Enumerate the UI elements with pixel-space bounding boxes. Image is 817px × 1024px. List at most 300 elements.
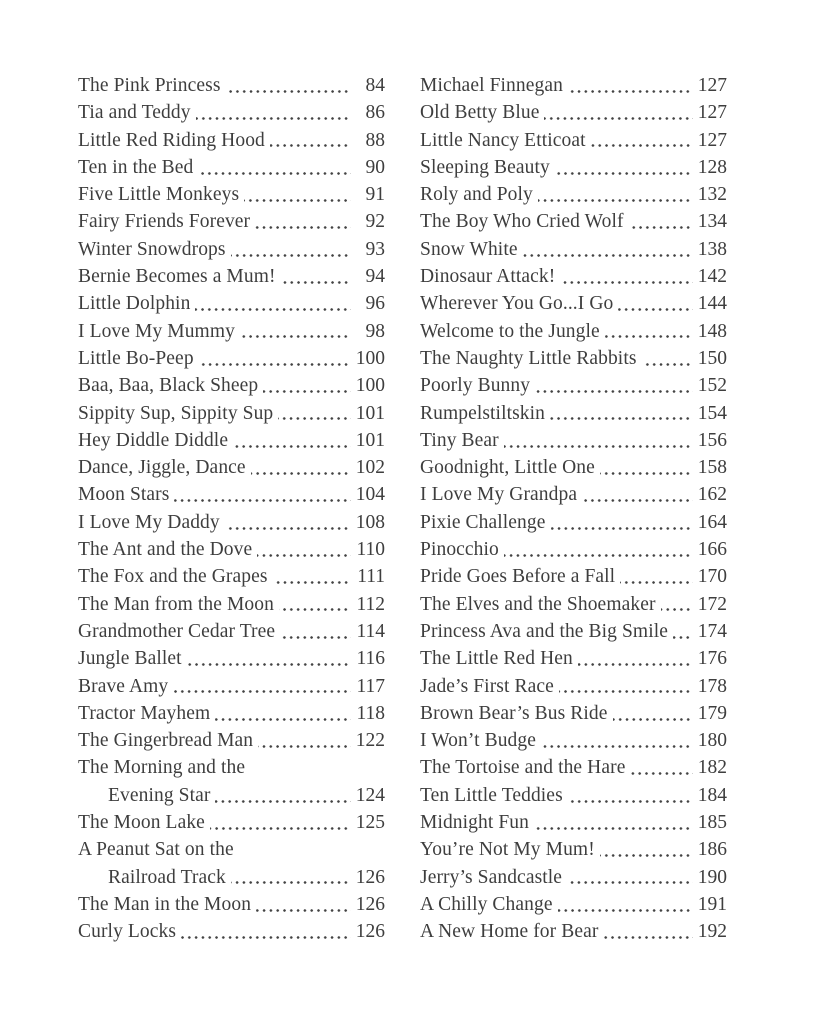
toc-entry-line <box>78 618 385 645</box>
toc-entry <box>78 563 385 590</box>
toc-entry-title: Pride Goes Before a Fall <box>420 566 616 588</box>
dot-leader <box>504 554 693 557</box>
toc-entry-line <box>420 127 727 154</box>
toc-entry <box>420 673 727 700</box>
toc-entry <box>420 836 727 863</box>
toc-entry-line-continued <box>78 864 385 891</box>
dot-leader <box>600 472 693 475</box>
toc-entry <box>78 809 385 836</box>
toc-entry-title: Baa, Baa, Black Sheep <box>78 375 259 397</box>
dot-leader <box>187 663 351 666</box>
toc-entry-line <box>420 754 727 781</box>
toc-entry-page-number: 91 <box>365 184 385 206</box>
dot-leader <box>240 335 351 338</box>
toc-entry <box>78 591 385 618</box>
toc-entry <box>420 236 727 263</box>
toc-entry-line <box>420 645 727 672</box>
toc-entry-title: I Love My Mummy <box>78 320 235 342</box>
toc-entry-title: Little Dolphin <box>78 293 191 315</box>
toc-entry-title: The Gingerbread Man <box>78 730 254 752</box>
toc-entry-page-number: 92 <box>365 211 385 233</box>
toc-entry-line <box>78 345 385 372</box>
toc-entry-page-number: 152 <box>697 375 727 397</box>
dot-leader <box>231 881 351 884</box>
toc-entry <box>78 673 385 700</box>
toc-entry-page-number: 126 <box>355 921 385 943</box>
toc-entry <box>420 290 727 317</box>
dot-leader <box>210 827 351 830</box>
dot-leader <box>233 445 351 448</box>
toc-entry-title: The Boy Who Cried Wolf <box>420 211 624 233</box>
toc-entry-page-number: 178 <box>697 675 727 697</box>
toc-entry <box>78 427 385 454</box>
toc-entry-page-number: 150 <box>697 347 727 369</box>
dot-leader <box>270 144 351 147</box>
toc-entry-title: Wherever You Go...I Go <box>420 293 614 315</box>
toc-entry-line <box>78 836 385 863</box>
toc-entry-page-number: 93 <box>365 238 385 260</box>
dot-leader <box>555 172 693 175</box>
toc-entry <box>78 127 385 154</box>
dot-leader <box>255 226 351 229</box>
toc-entry-title: Brave Amy <box>78 675 169 697</box>
dot-leader <box>600 854 693 857</box>
dot-leader <box>523 254 693 257</box>
toc-entry-page-number: 90 <box>365 156 385 178</box>
toc-entry-page-number: 88 <box>365 129 385 151</box>
toc-entry-line <box>78 727 385 754</box>
toc-entry-line <box>78 427 385 454</box>
toc-entry <box>78 536 385 563</box>
toc-entry-page-number: 96 <box>365 293 385 315</box>
toc-entry-page-number: 174 <box>697 620 727 642</box>
dot-leader <box>538 199 693 202</box>
dot-leader <box>258 745 351 748</box>
dot-leader <box>251 472 351 475</box>
toc-entry <box>78 345 385 372</box>
toc-entry <box>420 618 727 645</box>
toc-entry-line <box>78 318 385 345</box>
toc-entry <box>420 181 727 208</box>
dot-leader <box>257 554 351 557</box>
toc-entry-title-continued: Evening Star <box>108 784 211 806</box>
dot-leader <box>620 581 693 584</box>
toc-entry <box>420 372 727 399</box>
toc-entry-title: Goodnight, Little One <box>420 457 595 479</box>
toc-entry-page-number: 100 <box>355 375 385 397</box>
toc-entry-title: Welcome to the Jungle <box>420 320 600 342</box>
toc-entry-page-number: 134 <box>697 211 727 233</box>
toc-entry-page-number: 118 <box>356 702 385 724</box>
toc-entry-title: The Elves and the Shoemaker <box>420 593 656 615</box>
dot-leader <box>278 417 351 420</box>
toc-entry-page-number: 126 <box>355 866 385 888</box>
toc-entry-title: I Love My Grandpa <box>420 484 578 506</box>
dot-leader <box>568 90 693 93</box>
toc-entry <box>420 782 727 809</box>
dot-leader <box>280 636 351 639</box>
toc-entry <box>420 345 727 372</box>
toc-entry-line <box>78 509 385 536</box>
toc-entry-page-number: 127 <box>697 75 727 96</box>
toc-entry <box>78 318 385 345</box>
toc-entry-title: Roly and Poly <box>420 184 533 206</box>
dot-leader <box>215 800 351 803</box>
toc-entry-page-number: 94 <box>365 266 385 288</box>
toc-entry-line <box>420 454 727 481</box>
dot-leader <box>198 172 351 175</box>
toc-entry <box>78 700 385 727</box>
toc-entry-page-number: 144 <box>697 293 727 315</box>
toc-entry-page-number: 191 <box>697 893 727 915</box>
toc-entry-title: A Peanut Sat on the <box>78 839 234 861</box>
dot-leader <box>244 199 351 202</box>
toc-entry-page-number: 190 <box>697 866 727 888</box>
toc-entry-title: The Moon Lake <box>78 812 205 834</box>
dot-leader <box>661 608 693 611</box>
dot-leader <box>613 718 693 721</box>
toc-entry <box>78 754 385 809</box>
toc-entry-line <box>78 481 385 508</box>
dot-leader <box>568 800 693 803</box>
toc-entry-title: Tiny Bear <box>420 429 499 451</box>
dot-leader <box>551 527 693 530</box>
toc-entry-page-number: 116 <box>356 648 385 670</box>
toc-entry-title: Ten in the Bed <box>78 156 194 178</box>
toc-entry <box>78 645 385 672</box>
toc-entry <box>78 891 385 918</box>
dot-leader <box>544 117 693 120</box>
toc-entry-page-number: 179 <box>697 702 727 724</box>
toc-entry-line <box>78 591 385 618</box>
toc-entry-page-number: 158 <box>697 457 727 479</box>
dot-leader <box>231 254 351 257</box>
toc-entry-line <box>78 673 385 700</box>
toc-entry-line <box>78 127 385 154</box>
toc-entry <box>420 918 727 945</box>
toc-entry-line <box>420 318 727 345</box>
toc-entry-title: Hey Diddle Diddle <box>78 429 229 451</box>
toc-entry-line <box>78 700 385 727</box>
dot-leader <box>196 117 351 120</box>
toc-entry <box>78 400 385 427</box>
toc-entry-line <box>420 727 727 754</box>
toc-entry <box>420 509 727 536</box>
toc-entry <box>420 536 727 563</box>
toc-entry-line <box>420 536 727 563</box>
toc-entry-line <box>420 891 727 918</box>
toc-entry-title: Five Little Monkeys <box>78 184 240 206</box>
toc-column-right <box>420 72 727 946</box>
toc-entry-title: You’re Not My Mum! <box>420 839 595 861</box>
toc-entry-line <box>420 154 727 181</box>
dot-leader <box>535 390 693 393</box>
toc-entry-line <box>420 700 727 727</box>
toc-entry-line <box>78 809 385 836</box>
toc-entry-page-number: 101 <box>355 402 385 424</box>
toc-entry-page-number: 102 <box>355 457 385 479</box>
toc-entry <box>420 154 727 181</box>
toc-entry-page-number: 156 <box>697 429 727 451</box>
toc-entry-line <box>78 208 385 235</box>
toc-entry-page-number: 127 <box>697 102 727 124</box>
toc-entry-page-number: 125 <box>355 812 385 834</box>
toc-entry-page-number: 162 <box>697 484 727 506</box>
toc-entry-line <box>78 754 385 781</box>
dot-leader <box>215 718 351 721</box>
toc-entry <box>78 372 385 399</box>
toc-entry-page-number: 127 <box>697 129 727 151</box>
toc-entry-page-number: 182 <box>697 757 727 779</box>
toc-entry <box>78 263 385 290</box>
toc-entry-page-number: 186 <box>697 839 727 861</box>
toc-entry <box>78 509 385 536</box>
toc-entry <box>420 318 727 345</box>
toc-entry-line <box>78 236 385 263</box>
toc-entry <box>78 236 385 263</box>
dot-leader <box>174 499 351 502</box>
toc-entry-line <box>420 263 727 290</box>
toc-entry-line-continued <box>78 782 385 809</box>
toc-entry-title: Jade’s First Race <box>420 675 554 697</box>
toc-entry-page-number: 142 <box>697 266 727 288</box>
toc-entry-page-number: 176 <box>697 648 727 670</box>
toc-entry-line <box>420 236 727 263</box>
toc-entry-page-number: 124 <box>355 784 385 806</box>
toc-entry-page-number: 101 <box>355 429 385 451</box>
dot-leader <box>642 363 693 366</box>
toc-entry-line <box>420 372 727 399</box>
dot-leader <box>558 909 693 912</box>
toc-entry-page-number: 98 <box>365 320 385 342</box>
toc-entry <box>420 727 727 754</box>
toc-entry-page-number: 170 <box>697 566 727 588</box>
toc-entry-page-number: 111 <box>357 566 385 588</box>
toc-entry <box>420 591 727 618</box>
toc-entry <box>78 454 385 481</box>
toc-entry-title: I Love My Daddy <box>78 511 220 533</box>
toc-entry-page-number: 138 <box>697 238 727 260</box>
toc-entry-page-number: 154 <box>697 402 727 424</box>
dot-leader <box>567 881 693 884</box>
toc-entry-title: Tractor Mayhem <box>78 702 211 724</box>
dot-leader <box>582 499 693 502</box>
toc-entry <box>78 72 385 99</box>
toc-entry-line <box>78 454 385 481</box>
toc-entry-title: Dinosaur Attack! <box>420 266 556 288</box>
toc-entry-title: Michael Finnegan <box>420 75 563 96</box>
toc-entry-page-number: 86 <box>365 102 385 124</box>
toc-entry-title: Sleeping Beauty <box>420 156 550 178</box>
toc-column-left <box>78 72 385 946</box>
toc-entry-title: The Fox and the Grapes <box>78 566 268 588</box>
toc-entry-page-number: 84 <box>365 75 385 96</box>
toc-entry <box>420 208 727 235</box>
dot-leader <box>550 417 693 420</box>
toc-entry-title: A Chilly Change <box>420 893 553 915</box>
toc-entry-line <box>420 618 727 645</box>
toc-entry-line <box>420 864 727 891</box>
toc-entry-title: The Man from the Moon <box>78 593 274 615</box>
toc-entry-line <box>78 918 385 945</box>
toc-entry <box>78 181 385 208</box>
toc-entry-line <box>78 891 385 918</box>
toc-entry <box>78 918 385 945</box>
toc-entry-title: Midnight Fun <box>420 812 530 834</box>
toc-entry-line <box>78 536 385 563</box>
toc-entry <box>420 427 727 454</box>
toc-entry-title: Ten Little Teddies <box>420 784 563 806</box>
toc-entry <box>420 754 727 781</box>
toc-entry <box>78 836 385 891</box>
toc-entry-title: Little Red Riding Hood <box>78 129 265 151</box>
dot-leader <box>560 281 693 284</box>
toc-entry <box>78 290 385 317</box>
toc-entry-title: Pinocchio <box>420 539 499 561</box>
toc-entry <box>420 99 727 126</box>
toc-entry-page-number: 112 <box>356 593 385 615</box>
dot-leader <box>541 745 693 748</box>
toc-entry <box>420 400 727 427</box>
dot-leader <box>263 390 351 393</box>
toc-entry <box>420 72 727 99</box>
toc-entry <box>420 127 727 154</box>
toc-entry-title: I Won’t Budge <box>420 730 537 752</box>
toc-entry-title: Little Nancy Etticoat <box>420 129 586 151</box>
toc-entry-line <box>420 208 727 235</box>
dot-leader <box>504 445 693 448</box>
toc-entry-line <box>78 99 385 126</box>
toc-entry-line <box>78 72 385 99</box>
toc-entry-page-number: 184 <box>697 784 727 806</box>
toc-entry-title: The Pink Princess <box>78 75 221 96</box>
toc-entry-page-number: 110 <box>356 539 385 561</box>
toc-entry-line <box>420 290 727 317</box>
toc-entry-line <box>420 809 727 836</box>
toc-entry-title: Tia and Teddy <box>78 102 191 124</box>
toc-entry-line <box>78 181 385 208</box>
toc-entry-title: Moon Stars <box>78 484 170 506</box>
toc-entry-line <box>78 372 385 399</box>
toc-entry-title: Grandmother Cedar Tree <box>78 620 276 642</box>
toc-entry <box>78 727 385 754</box>
toc-entry-title: Fairy Friends Forever <box>78 211 251 233</box>
toc-entry-line <box>420 563 727 590</box>
toc-entry-title: Poorly Bunny <box>420 375 531 397</box>
toc-entry-line <box>420 345 727 372</box>
toc-entry-page-number: 108 <box>355 511 385 533</box>
toc-entry-line <box>420 509 727 536</box>
dot-leader <box>195 308 351 311</box>
toc-entry <box>78 481 385 508</box>
dot-leader <box>559 690 693 693</box>
toc-entry-line <box>78 290 385 317</box>
toc-entry-page-number: 100 <box>355 347 385 369</box>
toc-entry-title: The Morning and the <box>78 757 246 779</box>
dot-leader <box>226 90 351 93</box>
dot-leader <box>199 363 351 366</box>
toc-entry <box>420 645 727 672</box>
toc-entry <box>420 481 727 508</box>
toc-entry-line <box>420 673 727 700</box>
toc-entry-page-number: 117 <box>356 675 385 697</box>
dot-leader <box>603 936 693 939</box>
toc-entry-page-number: 148 <box>697 320 727 342</box>
toc-entry-line <box>420 481 727 508</box>
dot-leader <box>630 772 693 775</box>
dot-leader <box>225 527 351 530</box>
toc-entry <box>420 700 727 727</box>
dot-leader <box>605 335 693 338</box>
dot-leader <box>578 663 693 666</box>
toc-entry-title: Winter Snowdrops <box>78 238 226 260</box>
dot-leader <box>181 936 351 939</box>
toc-entry-title: A New Home for Bear <box>420 921 599 943</box>
toc-entry-line <box>78 400 385 427</box>
toc-entry-page-number: 132 <box>697 184 727 206</box>
toc-entry <box>420 809 727 836</box>
toc-entry-title: The Naughty Little Rabbits <box>420 347 637 369</box>
toc-entry <box>420 563 727 590</box>
dot-leader <box>279 608 351 611</box>
toc-entry-line <box>420 591 727 618</box>
toc-entry-title: Old Betty Blue <box>420 102 540 124</box>
toc-entry-line <box>78 263 385 290</box>
toc-entry-page-number: 128 <box>697 156 727 178</box>
toc-entry-line <box>420 918 727 945</box>
toc-entry-line <box>420 72 727 99</box>
toc-entry-page-number: 164 <box>697 511 727 533</box>
toc-entry <box>420 263 727 290</box>
toc-entry-line <box>420 836 727 863</box>
dot-leader <box>673 636 693 639</box>
dot-leader <box>281 281 351 284</box>
toc-entry-title: Jerry’s Sandcastle <box>420 866 563 888</box>
toc-entry-page-number: 104 <box>355 484 385 506</box>
toc-entry-title: Curly Locks <box>78 921 177 943</box>
toc-entry-title: Princess Ava and the Big Smile <box>420 620 668 642</box>
dot-leader <box>618 308 693 311</box>
dot-leader <box>629 226 693 229</box>
toc-entry-title: Jungle Ballet <box>78 648 182 670</box>
toc-entry <box>420 891 727 918</box>
toc-entry-title: Snow White <box>420 238 518 260</box>
dot-leader <box>591 144 693 147</box>
toc-entry <box>78 154 385 181</box>
toc-entry-page-number: 180 <box>697 730 727 752</box>
toc-entry-line <box>420 99 727 126</box>
toc-entry <box>78 618 385 645</box>
dot-leader <box>273 581 351 584</box>
toc-entry-title: Bernie Becomes a Mum! <box>78 266 276 288</box>
toc-entry-page-number: 166 <box>697 539 727 561</box>
toc-entry-line <box>78 563 385 590</box>
toc-entry-title: The Tortoise and the Hare <box>420 757 626 779</box>
toc-entry-line <box>78 154 385 181</box>
toc-entry-title: The Ant and the Dove <box>78 539 253 561</box>
dot-leader <box>534 827 693 830</box>
toc-entry <box>420 864 727 891</box>
toc-entry-line <box>78 645 385 672</box>
toc-entry-title: Sippity Sup, Sippity Sup <box>78 402 274 424</box>
toc-entry-line <box>420 400 727 427</box>
toc-entry-title: Little Bo-Peep <box>78 347 194 369</box>
dot-leader <box>173 690 351 693</box>
toc-entry-title: Dance, Jiggle, Dance <box>78 457 246 479</box>
toc-entry-title: Pixie Challenge <box>420 511 546 533</box>
toc-entry-page-number: 126 <box>355 893 385 915</box>
toc-entry-title: The Man in the Moon <box>78 893 252 915</box>
